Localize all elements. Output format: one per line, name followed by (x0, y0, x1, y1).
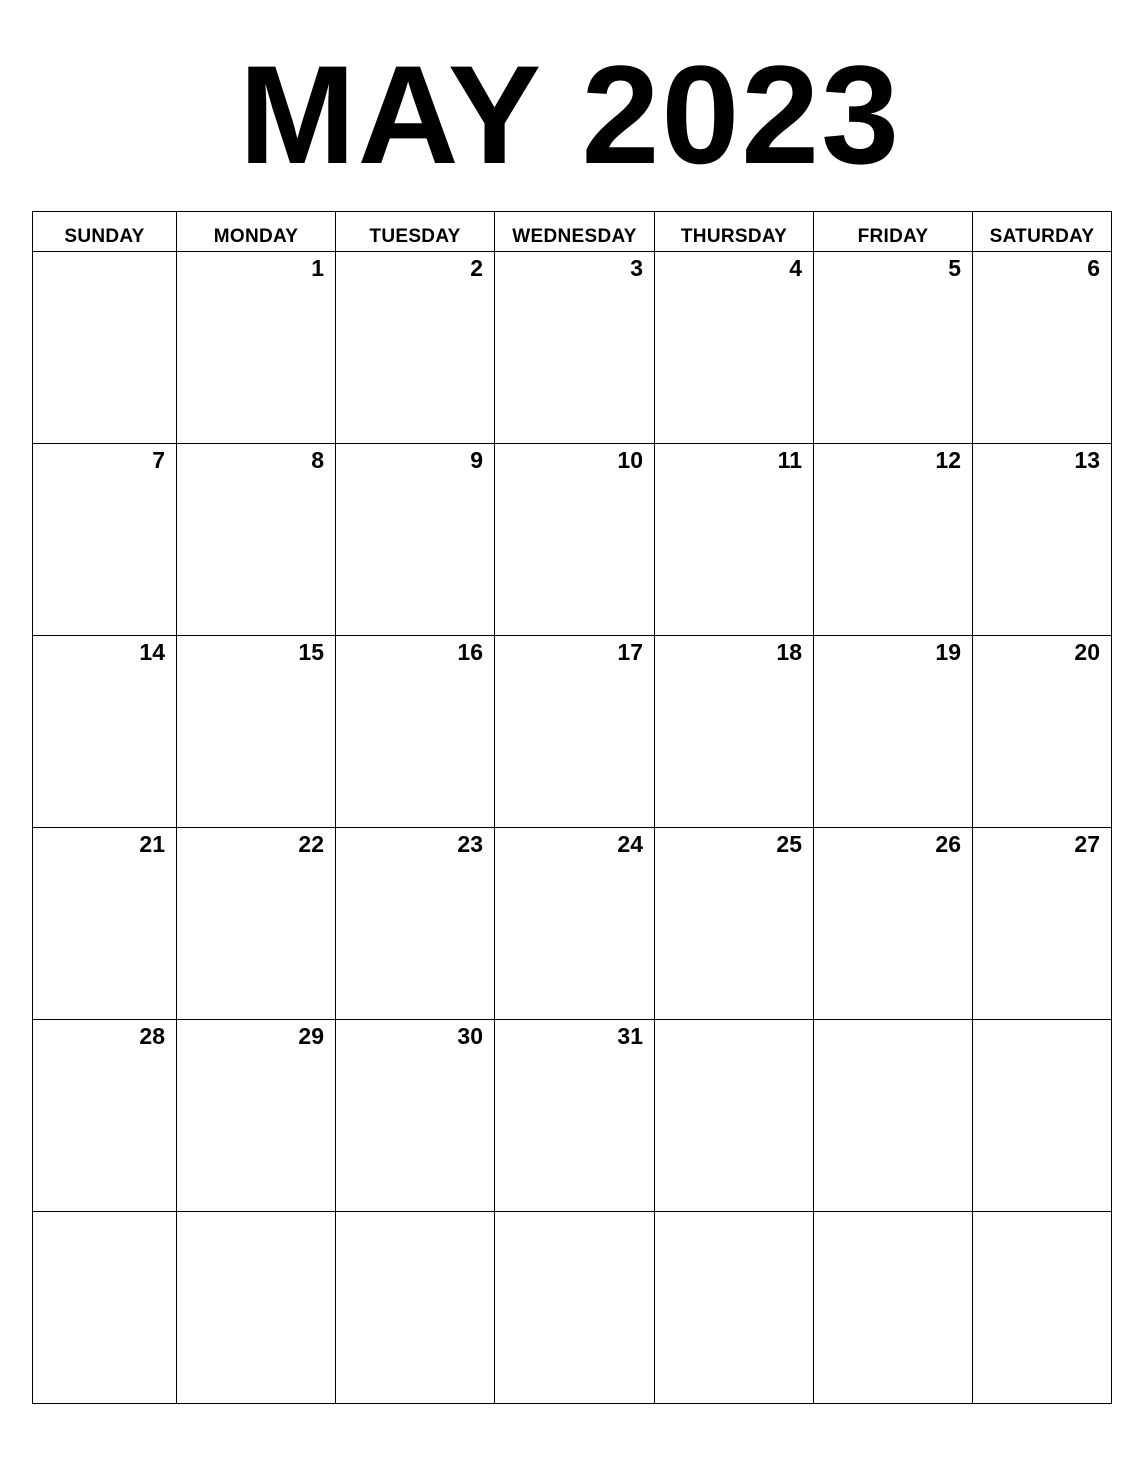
week-row-6 (33, 1212, 1112, 1404)
day-number: 18 (776, 639, 802, 665)
day-number: 24 (617, 831, 643, 857)
day-cell[interactable] (655, 828, 814, 1020)
day-number: 22 (298, 831, 324, 857)
day-cell[interactable] (814, 1212, 973, 1404)
day-cell[interactable] (973, 1212, 1112, 1404)
day-cell[interactable] (655, 1020, 814, 1212)
day-cell[interactable] (33, 1020, 177, 1212)
day-number: 23 (457, 831, 483, 857)
calendar-grid (32, 211, 1112, 1404)
day-cell[interactable] (495, 828, 655, 1020)
weekday-header-saturday: SATURDAY (973, 212, 1112, 252)
weekday-header-monday: MONDAY (177, 212, 336, 252)
day-number: 17 (617, 639, 643, 665)
day-number: 11 (777, 447, 802, 473)
day-cell[interactable] (177, 1212, 336, 1404)
day-number (814, 1020, 972, 1024)
day-number: 1 (311, 255, 324, 281)
weekday-header-friday: FRIDAY (814, 212, 973, 252)
day-number (336, 1212, 494, 1216)
day-number (495, 1212, 654, 1216)
day-number: 7 (152, 447, 165, 473)
day-cell[interactable] (655, 444, 814, 636)
day-number (973, 1212, 1111, 1216)
day-number: 26 (935, 831, 961, 857)
day-number: 4 (789, 255, 802, 281)
day-number (177, 1212, 335, 1216)
day-cell[interactable] (177, 252, 336, 444)
day-number: 30 (457, 1023, 483, 1049)
day-cell[interactable] (973, 636, 1112, 828)
day-number: 10 (617, 447, 643, 473)
day-number: 27 (1074, 831, 1100, 857)
day-cell[interactable] (495, 252, 655, 444)
day-cell[interactable] (177, 828, 336, 1020)
day-number: 15 (298, 639, 324, 665)
day-number: 14 (139, 639, 165, 665)
week-row-5 (33, 1020, 1112, 1212)
day-number: 29 (298, 1023, 324, 1049)
day-number: 3 (630, 255, 643, 281)
day-cell[interactable] (33, 1212, 177, 1404)
day-number: 20 (1074, 639, 1100, 665)
day-cell[interactable] (336, 252, 495, 444)
day-cell[interactable] (33, 252, 177, 444)
day-number (973, 1020, 1111, 1024)
calendar-title: MAY 2023 (238, 36, 902, 193)
day-cell[interactable] (814, 636, 973, 828)
day-number: 19 (935, 639, 961, 665)
day-cell[interactable] (973, 252, 1112, 444)
weekday-header-wednesday: WEDNESDAY (495, 212, 655, 252)
day-cell[interactable] (336, 444, 495, 636)
day-number: 12 (935, 447, 961, 473)
day-cell[interactable] (655, 636, 814, 828)
day-cell[interactable] (336, 1212, 495, 1404)
day-number: 8 (311, 447, 324, 473)
day-number: 31 (617, 1023, 643, 1049)
day-cell[interactable] (336, 828, 495, 1020)
day-cell[interactable] (33, 828, 177, 1020)
day-cell[interactable] (495, 1212, 655, 1404)
day-number (33, 1212, 176, 1216)
weekday-header-row (33, 212, 1112, 252)
day-number: 13 (1074, 447, 1100, 473)
day-cell[interactable] (814, 828, 973, 1020)
day-number: 2 (470, 255, 483, 281)
day-cell[interactable] (655, 1212, 814, 1404)
week-row-2 (33, 444, 1112, 636)
day-number (655, 1212, 813, 1216)
day-number: 25 (776, 831, 802, 857)
day-cell[interactable] (973, 1020, 1112, 1212)
weekday-header-tuesday: TUESDAY (336, 212, 495, 252)
day-cell[interactable] (973, 444, 1112, 636)
day-cell[interactable] (495, 636, 655, 828)
day-number (655, 1020, 813, 1024)
day-cell[interactable] (814, 1020, 973, 1212)
day-cell[interactable] (33, 636, 177, 828)
day-number: 9 (470, 447, 483, 473)
day-cell[interactable] (177, 1020, 336, 1212)
week-row-3 (33, 636, 1112, 828)
weekday-header-sunday: SUNDAY (33, 212, 177, 252)
day-cell[interactable] (495, 1020, 655, 1212)
weekday-header-thursday: THURSDAY (655, 212, 814, 252)
day-cell[interactable] (814, 444, 973, 636)
day-cell[interactable] (495, 444, 655, 636)
day-number: 21 (139, 831, 165, 857)
day-cell[interactable] (814, 252, 973, 444)
day-cell[interactable] (177, 636, 336, 828)
day-number: 28 (139, 1023, 165, 1049)
week-row-4 (33, 828, 1112, 1020)
day-number: 16 (457, 639, 483, 665)
week-row-1 (33, 252, 1112, 444)
day-cell[interactable] (336, 1020, 495, 1212)
day-number (814, 1212, 972, 1216)
day-cell[interactable] (177, 444, 336, 636)
day-number: 5 (948, 255, 961, 281)
day-number (33, 252, 176, 256)
day-cell[interactable] (973, 828, 1112, 1020)
day-number: 6 (1087, 255, 1100, 281)
day-cell[interactable] (336, 636, 495, 828)
day-cell[interactable] (655, 252, 814, 444)
day-cell[interactable] (33, 444, 177, 636)
